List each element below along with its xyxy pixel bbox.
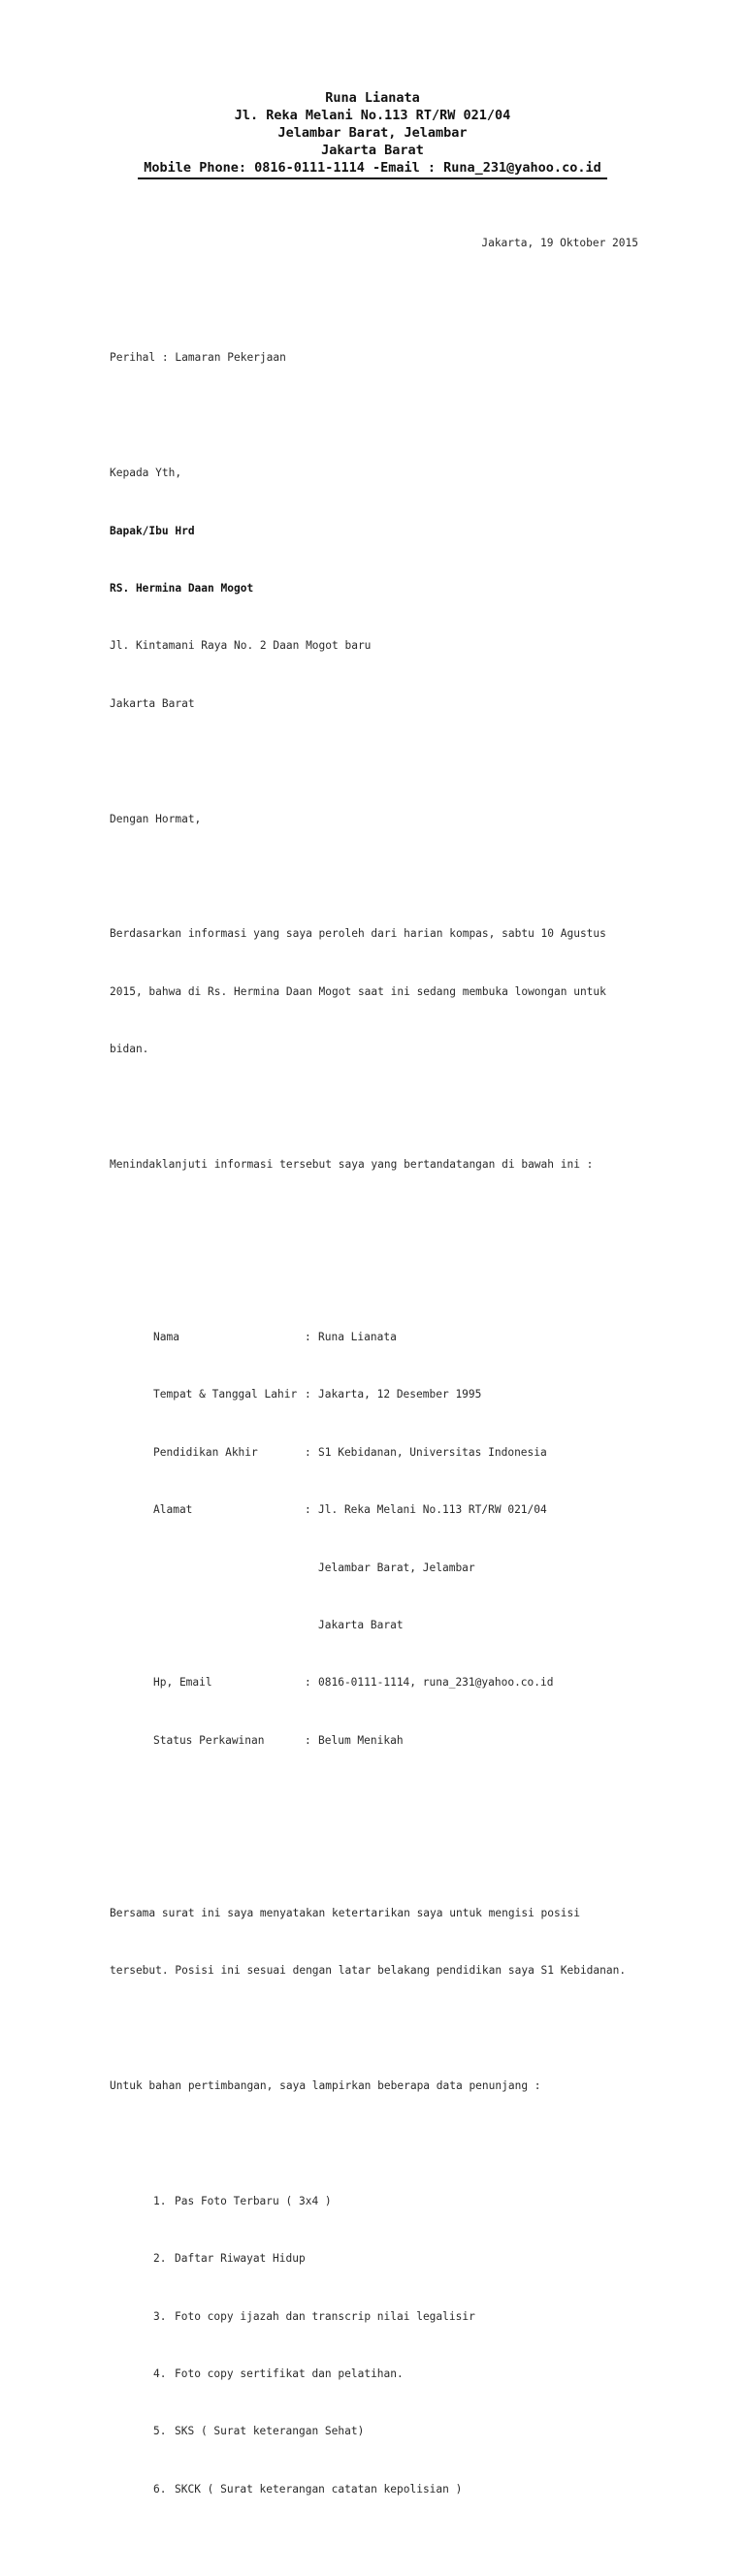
info-label: Tempat & Tanggal Lahir — [153, 1388, 298, 1401]
sender-contact: Mobile Phone: 0816-0111-1114 -Email : Runa_231@yahoo.co.id — [138, 159, 606, 179]
list-item — [153, 2192, 638, 2211]
info-separator: : — [305, 1388, 311, 1401]
list-item — [153, 2307, 638, 2327]
info-label: Hp, Email — [153, 1676, 212, 1690]
info-separator: : — [305, 1676, 311, 1690]
info-row-education — [153, 1443, 638, 1463]
paragraph-3-line1: Bersama surat ini saya menyatakan ketertarikan saya untuk mengisi posisi — [110, 1906, 580, 1919]
info-value: Jl. Reka Melani No.113 RT/RW 021/04 — [318, 1503, 547, 1517]
list-item-text: Foto copy sertifikat dan pelatihan. — [175, 2367, 404, 2381]
info-row-name — [153, 1328, 638, 1347]
info-value: S1 Kebidanan, Universitas Indonesia — [318, 1445, 547, 1459]
list-item-number: 6. — [153, 2482, 167, 2496]
letterhead — [0, 89, 745, 179]
paragraph-4: Untuk bahan pertimbangan, saya lampirkan beberapa data penunjang : — [110, 2079, 541, 2093]
list-item-number: 4. — [153, 2367, 167, 2381]
info-separator: : — [305, 1503, 311, 1517]
sender-contact-wrap — [0, 159, 745, 179]
info-separator: : — [305, 1733, 311, 1747]
list-item — [153, 2422, 638, 2441]
list-item-number: 2. — [153, 2252, 167, 2266]
paragraph-1-line3: bidan. — [110, 1043, 149, 1056]
paragraph-3-line2: tersebut. Posisi ini sesuai dengan latar belakang pendidikan saya S1 Kebidanan. — [110, 1964, 627, 1978]
personal-info — [110, 1289, 638, 1788]
recipient-line3: Jl. Kintamani Raya No. 2 Daan Mogot baru — [110, 639, 372, 653]
list-item-number: 1. — [153, 2194, 167, 2207]
list-item-text: SKS ( Surat keterangan Sehat) — [175, 2425, 365, 2438]
info-row-birth — [153, 1385, 638, 1404]
paragraph-1-line2: 2015, bahwa di Rs. Hermina Daan Mogot saat ini sedang membuka lowongan untuk — [110, 984, 606, 998]
recipient-line2: RS. Hermina Daan Mogot — [110, 581, 254, 595]
info-label: Pendidikan Akhir — [153, 1445, 258, 1459]
sender-name: Runa Lianata — [325, 90, 420, 106]
list-item-text: SKCK ( Surat keterangan catatan kepolisian ) — [175, 2482, 463, 2496]
recipient-line1: Bapak/Ibu Hrd — [110, 524, 195, 537]
paragraph-1-line1: Berdasarkan informasi yang saya peroleh dari harian kompas, sabtu 10 Agustus — [110, 927, 606, 941]
info-value: Runa Lianata — [318, 1331, 397, 1344]
info-address-line2: Jelambar Barat, Jelambar — [318, 1561, 475, 1574]
recipient-line4: Jakarta Barat — [110, 696, 195, 710]
letter-body — [110, 195, 638, 2576]
info-value: 0816-0111-1114, runa_231@yahoo.co.id — [318, 1676, 554, 1690]
info-row-contact — [153, 1673, 638, 1692]
info-separator: : — [305, 1445, 311, 1459]
info-label: Status Perkawinan — [153, 1733, 265, 1747]
sender-address-line1: Jl. Reka Melani No.113 RT/RW 021/04 — [234, 108, 511, 123]
sender-address-line3: Jakarta Barat — [321, 143, 424, 158]
list-item-number: 5. — [153, 2425, 167, 2438]
info-separator: : — [305, 1331, 311, 1344]
recipient-salutation: Kepada Yth, — [110, 467, 182, 480]
info-value: Belum Menikah — [318, 1733, 404, 1747]
attachment-list — [110, 2153, 638, 2537]
info-row-address — [153, 1500, 638, 1520]
list-item — [153, 2365, 638, 2384]
list-item-text: Foto copy ijazah dan transcrip nilai legalisir — [175, 2309, 475, 2323]
greeting: Dengan Hormat, — [110, 812, 202, 825]
list-item — [153, 2249, 638, 2269]
list-item-number: 3. — [153, 2309, 167, 2323]
info-address-line3: Jakarta Barat — [318, 1618, 404, 1631]
list-item-text: Pas Foto Terbaru ( 3x4 ) — [175, 2194, 332, 2207]
info-row-marital — [153, 1731, 638, 1751]
paragraph-2: Menindaklanjuti informasi tersebut saya yang bertandatangan di bawah ini : — [110, 1157, 594, 1171]
letter-subject: Perihal : Lamaran Pekerjaan — [110, 351, 286, 365]
sender-address-line2: Jelambar Barat, Jelambar — [277, 125, 468, 141]
list-item-text: Daftar Riwayat Hidup — [175, 2252, 306, 2266]
list-item — [153, 2480, 638, 2499]
info-label: Nama — [153, 1331, 179, 1344]
info-value: Jakarta, 12 Desember 1995 — [318, 1388, 482, 1401]
letter-date: Jakarta, 19 Oktober 2015 — [481, 236, 638, 249]
info-label: Alamat — [153, 1503, 193, 1517]
